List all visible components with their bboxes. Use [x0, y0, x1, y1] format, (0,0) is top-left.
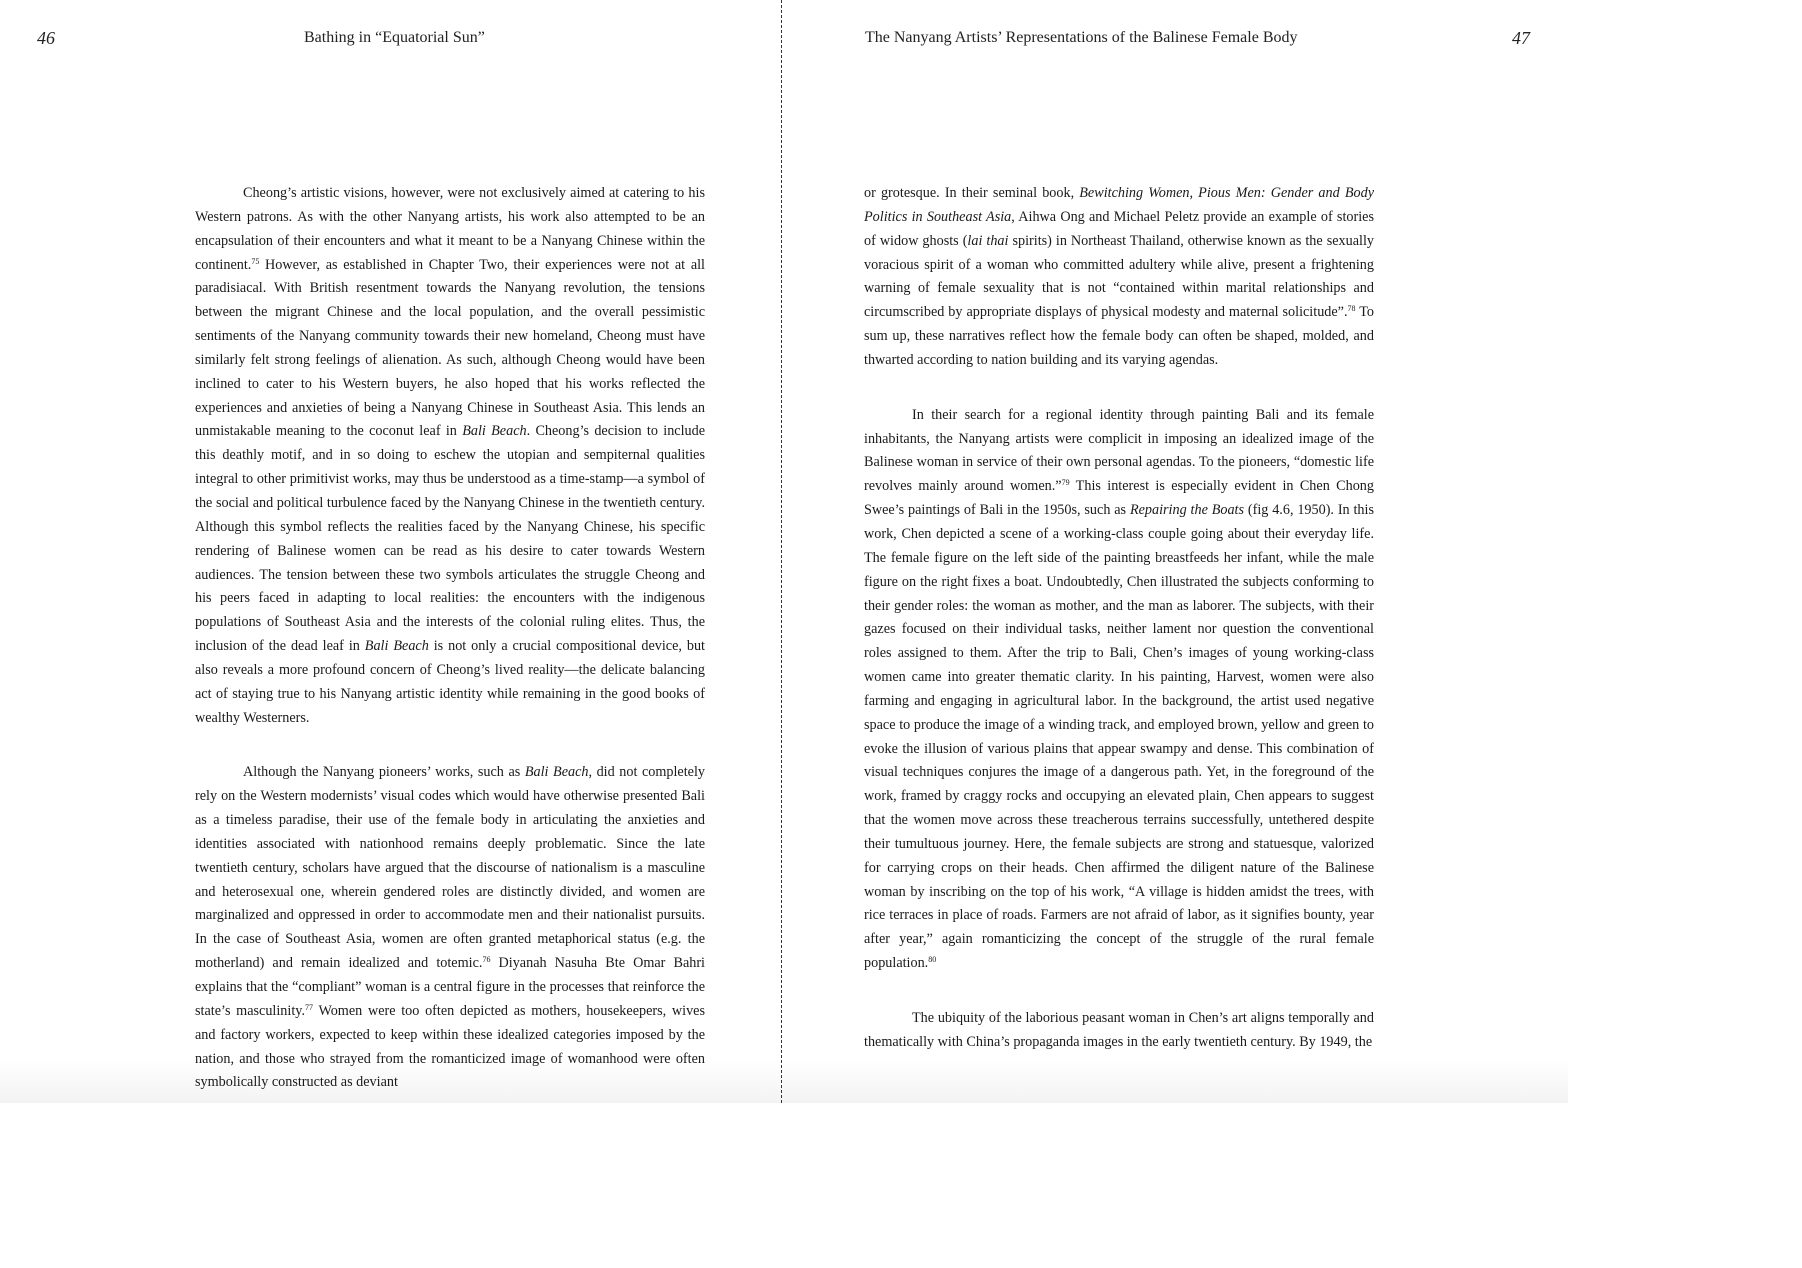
footnote-marker: 80 — [928, 955, 937, 965]
text-run: , Aihwa Ong and Michael Peletz provide an example of stories of widow ghosts ( — [864, 208, 1374, 249]
page-gutter-divider — [781, 0, 782, 1103]
text-run: In their search for a regional identity through painting Bali and its female inhabitants, the Nanyang artists were complicit in imposing an idealized image of the Balinese woman in service of their own personal agendas. To the pioneers, “domestic life revolves mainly around women.” — [864, 406, 1374, 495]
left-running-head: Bathing in “Equatorial Sun” — [304, 29, 485, 46]
italic-title: Bewitching Women, Pious Men: Gender and Body Politics in Southeast Asia — [864, 185, 1374, 225]
body-paragraph — [195, 761, 705, 1095]
text-run: Cheong’s artistic visions, however, were not exclusively aimed at catering to his Western patrons. As with the other Nanyang artists, his work also attempted to be an encapsulation of their encounters and what it meant to be a Nanyang Chinese within the continent. — [195, 185, 705, 273]
text-run: The ubiquity of the laborious peasant woman in Chen’s art aligns temporally and thematically with China’s propaganda images in the early twentieth century. By 1949, the — [864, 1010, 1374, 1050]
text-run: is not only a crucial compositional device, but also reveals a more profound concern of Cheong’s lived reality—the delicate balancing act of staying true to his Nanyang artistic identity while remaining in the good books of wealthy Westerners. — [195, 638, 705, 726]
body-paragraph — [864, 404, 1374, 976]
text-run: or grotesque. In their seminal book, — [864, 185, 1080, 201]
text-run: (fig 4.6, 1950). In this work, Chen depicted a scene of a working-class couple going about their everyday life. The female figure on the left side of the painting breastfeeds her infant, while the male figure on the right fixes a boat. Undoubtedly, Chen illustrated the subjects conforming to their gender roles: the woman as mother, and the man as laborer. The subjects, with their gazes focused on their individual tasks, neither lament nor question the conventional roles assigned to them. After the trip to Bali, Chen’s images of young working-class women came into greater thematic clarity. In his painting, Harvest, women were also farming and engaging in agricultural labor. In the background, the artist used negative space to produce the image of a winding track, and employed brown, yellow and green to evoke the illusion of various plains that appear swampy and dense. This combination of visual techniques conjures the image of a dangerous path. Yet, in the foreground of the work, framed by craggy rocks and occupying an elevated plain, Chen appears to suggest that the women move across these treacherous terrains successfully, untethered despite their tumultuous journey. Here, the female subjects are strong and statuesque, valorized for carrying crops on their heads. Chen affirmed the diligent nature of the Balinese woman by inscribing on the top of his work, “A village is hidden amidst the trees, with rice terraces in place of roads. Farmers are not afraid of labor, as it signifies bounty, year after year,” again romanticizing the concept of the struggle of the rural female population. — [864, 502, 1374, 972]
body-paragraph — [195, 182, 705, 730]
footnote-marker: 75 — [251, 256, 260, 266]
text-run: However, as established in Chapter Two, their experiences were not at all paradisiacal. With British resentment towards the Nanyang revolution, the tensions between the migrant Chinese and the local population, and the overall pessimistic sentiments of the Nanyang community towards their new homeland, Cheong must have similarly felt strong feelings of alienation. As such, although Cheong would have been inclined to cater to his Western buyers, he also hoped that his works reflected the experiences and anxieties of being a Nanyang Chinese in Southeast Asia. This lends an unmistakable meaning to the coconut leaf in — [195, 256, 705, 440]
text-run: spirits) in Northeast Thailand, otherwise known as the sexually voracious spirit of a woman who committed adultery while alive, present a frightening warning of female sexuality that is not “contained within marital relationships and circumscribed by appropriate displays of physical modesty and maternal solicitude”. — [864, 232, 1374, 321]
right-running-head: The Nanyang Artists’ Representations of the Balinese Female Body — [865, 29, 1298, 46]
text-run: Diyanah Nasuha Bte Omar Bahri explains that the “compliant” woman is a central figure in the processes that reinforce the state’s masculinity. — [195, 955, 706, 1019]
text-run: This interest is especially evident in Chen Chong Swee’s paintings of Bali in the 1950s, such as — [864, 478, 1374, 519]
text-run: To sum up, these narratives reflect how the female body can often be shaped, molded, and thwarted according to nation building and its varying agendas. — [864, 304, 1374, 368]
text-run: Women were too often depicted as mothers, housekeepers, wives and factory workers, expected to keep within these idealized categories imposed by the nation, and those who strayed from the romanticized image of womanhood were often symbolically constructed as deviant — [195, 1002, 705, 1091]
footnote-marker: 76 — [482, 955, 491, 965]
footnote-marker: 79 — [1061, 478, 1070, 488]
italic-title: Bali Beach — [524, 764, 589, 781]
right-page-body — [864, 182, 1374, 1055]
right-page-number: 47 — [1512, 28, 1530, 48]
text-run: . Cheong’s decision to include this deathly motif, and in so doing to eschew the utopian and sempiternal qualities integral to other primitivist works, may thus be understood as a time-stamp—a symbol of the social and political turbulence faced by the Nanyang Chinese in the twentieth century. Although this symbol reflects the realities faced by the Nanyang Chinese, his specific rendering of Balinese women can be read as his desire to cater towards Western audiences. The tension between these two symbols articulates the struggle Cheong and his peers faced in adapting to local realities: the encounters with the indigenous populations of Southeast Asia and the interests of the colonial ruling elites. Thus, the inclusion of the dead leaf in — [195, 423, 706, 655]
text-run: Although the Nanyang pioneers’ works, such as — [243, 764, 525, 781]
italic-title: Bali Beach — [462, 423, 527, 440]
footnote-marker: 77 — [305, 1002, 313, 1012]
left-page-body — [195, 182, 705, 1095]
footnote-marker: 78 — [1347, 304, 1356, 314]
italic-title: Bali Beach — [364, 638, 429, 655]
body-paragraph — [864, 182, 1374, 373]
body-paragraph — [864, 1007, 1374, 1055]
italic-title: lai thai — [967, 232, 1009, 249]
italic-title: Repairing the Boats — [1129, 502, 1245, 519]
text-run: , did not completely rely on the Western modernists’ visual codes which would have otherwise presented Bali as a timeless paradise, their use of the female body in articulating the anxieties and identities associated with nationhood remains deeply problematic. Since the late twentieth century, scholars have argued that the discourse of nationalism is a masculine and heterosexual one, wherein gendered roles are distinctly divided, and women are marginalized and oppressed in order to accommodate men and their nationalist pursuits. In the case of Southeast Asia, women are often granted metaphorical status (e.g. the motherland) and remain idealized and totemic. — [195, 764, 705, 972]
left-page-number: 46 — [37, 28, 55, 48]
